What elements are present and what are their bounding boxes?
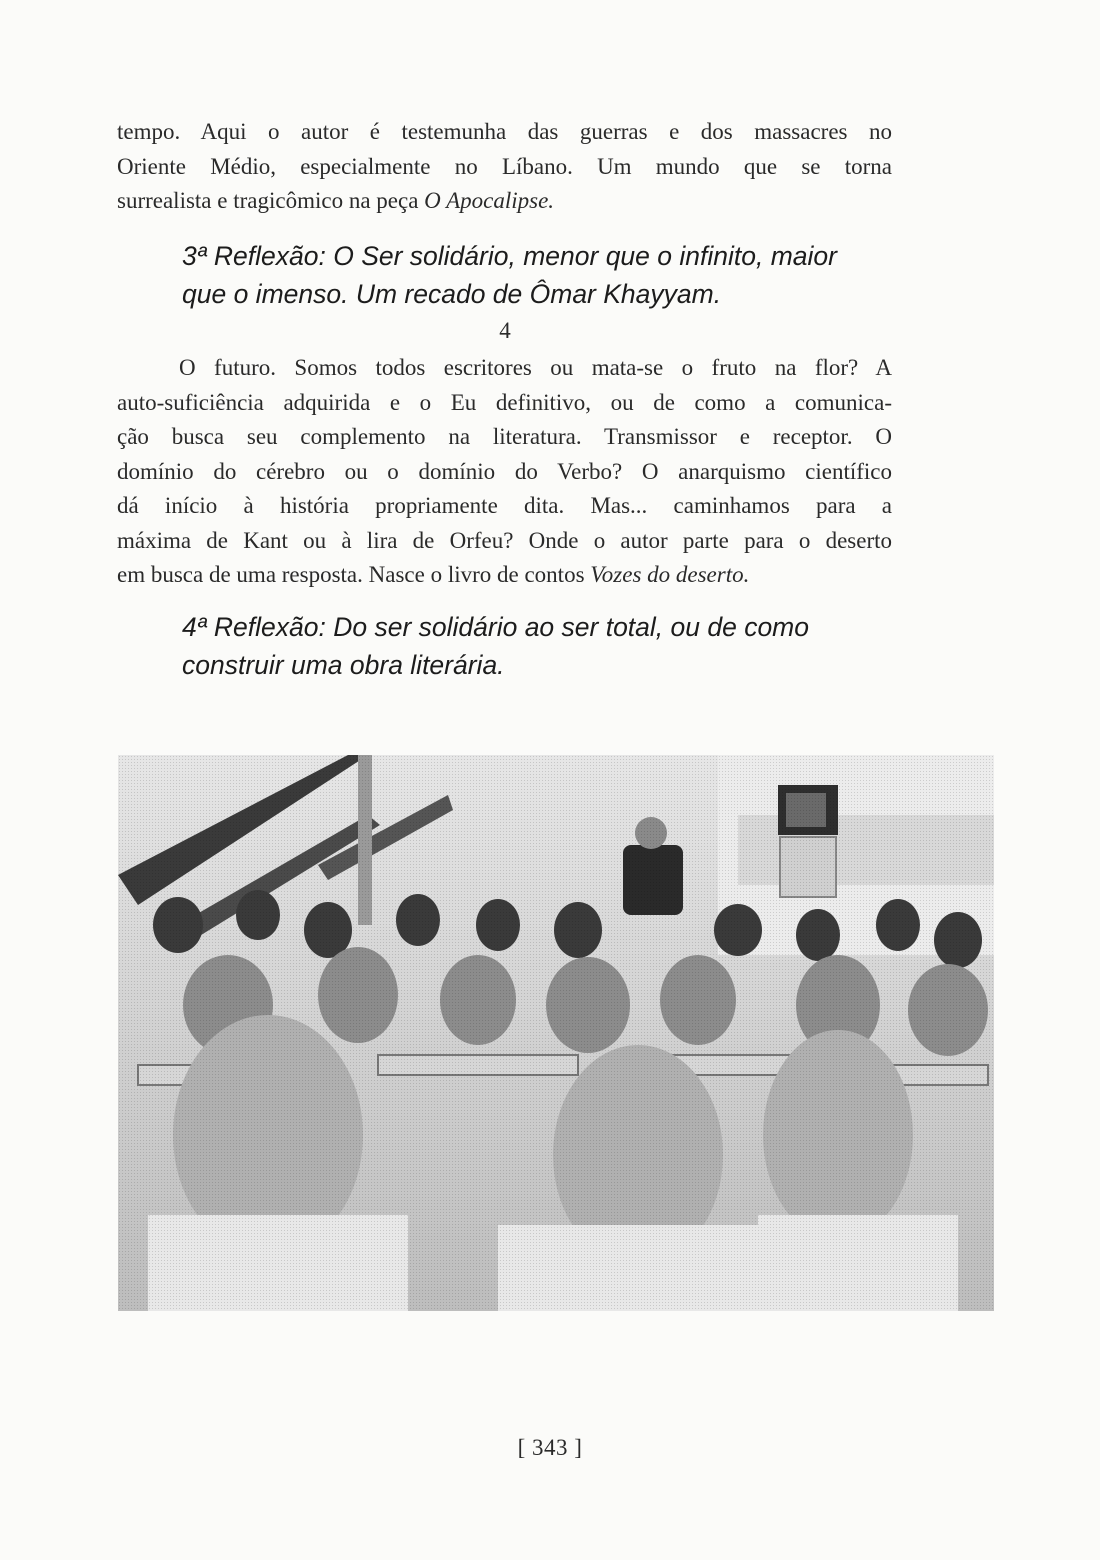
- text-line-start: em busca de uma resposta. Nasce o livro de contos: [117, 562, 591, 587]
- text-line: [117, 184, 892, 219]
- heading-line: 4ª Reflexão: Do ser solidário ao ser total, ou de como: [182, 612, 809, 642]
- text-line: [117, 558, 892, 593]
- paragraph-1: [117, 115, 892, 219]
- work-title: O Apocalipse.: [424, 188, 555, 213]
- classroom-photo-illustration: [118, 755, 994, 1311]
- text-line: tempo. Aqui o autor é testemunha das guerras e dos massacres no: [117, 119, 892, 144]
- text-line: máxima de Kant ou à lira de Orfeu? Onde o autor parte para o deserto: [117, 527, 892, 553]
- heading-line: 3ª Reflexão: O Ser solidário, menor que o infinito, maior: [182, 241, 837, 271]
- work-title: Vozes do deserto.: [590, 562, 750, 587]
- section-number: 4: [499, 318, 511, 343]
- text-line: domínio do cérebro ou o domínio do Verbo? O anarquismo científico: [117, 458, 892, 484]
- text-line: auto-suficiência adquirida e o Eu definitivo, ou de como a comunica-: [117, 389, 892, 415]
- paragraph-2: [117, 351, 892, 593]
- text-line: ção busca seu complemento na literatura. Transmissor e receptor. O: [117, 424, 892, 449]
- text-line: Oriente Médio, especialmente no Líbano. Um mundo que se torna: [117, 153, 892, 179]
- section-heading-4: [182, 608, 882, 684]
- classroom-photo: [118, 755, 994, 1311]
- page-number: [ 343 ]: [517, 1435, 583, 1460]
- text-line: dá início à história propriamente dita. Mas... caminhamos para a: [117, 493, 892, 518]
- section-heading-3: [182, 237, 882, 313]
- heading-line: que o imenso. Um recado de Ômar Khayyam.: [182, 279, 722, 309]
- text-line: O futuro. Somos todos escritores ou mata-se o fruto na flor? A: [179, 355, 892, 380]
- heading-line: construir uma obra literária.: [182, 650, 505, 680]
- text-line-start: surrealista e tragicômico na peça: [117, 188, 425, 213]
